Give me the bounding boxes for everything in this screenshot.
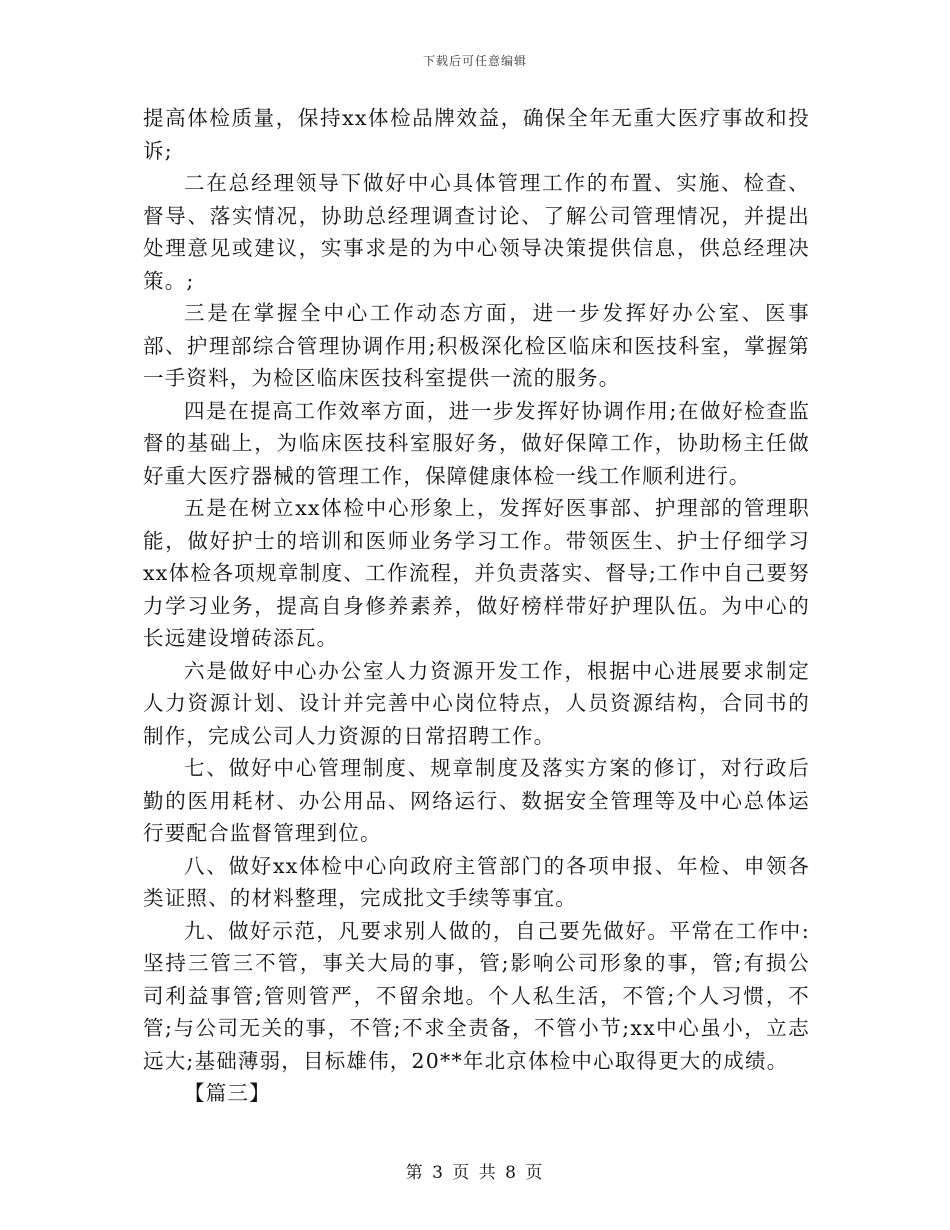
paragraph-3: 三是在掌握全中心工作动态方面，进一步发挥好办公室、医事部、护理部综合管理协调作用;积极深化检区临床和医技科室，掌握第一手资料，为检区临床医技科室提供一流的服务。 bbox=[143, 301, 810, 390]
paragraph-5: 五是在树立xx体检中心形象上，发挥好医事部、护理部的管理职能，做好护士的培训和医师业务学习工作。带领医生、护士仔细学习xx体检各项规章制度、工作流程，并负责落实、督导;工作中自己要努力学习业务，提高自身修养素养，做好榜样带好护理队伍。为中心的长远建设增砖添瓦。 bbox=[143, 496, 810, 650]
paragraph-7: 七、做好中心管理制度、规章制度及落实方案的修订，对行政后勤的医用耗材、办公用品、网络运行、数据安全管理等及中心总体运行要配合监督管理到位。 bbox=[143, 756, 810, 845]
paragraph-4: 四是在提高工作效率方面，进一步发挥好协调作用;在做好检查监督的基础上，为临床医技科室服好务，做好保障工作，协助杨主任做好重大医疗器械的管理工作，保障健康体检一线工作顺利进行。 bbox=[143, 398, 810, 488]
paragraph-9: 九、做好示范，凡要求别人做的，自己要先做好。平常在工作中:坚持三管三不管，事关大局的事，管;影响公司形象的事，管;有损公司利益事管;管则管严，不留余地。个人私生活，不管;个人习惯，不管;与公司无关的事，不管;不求全责备，不管小节;xx中心虽小，立志远大;基础薄弱，目标雄伟，20**年北京体检中心取得更大的成绩。 bbox=[143, 918, 810, 1073]
page-header: 下载后可任意编辑 bbox=[422, 54, 527, 68]
paragraph-8: 八、做好xx体检中心向政府主管部门的各项申报、年检、申领各类证照、的材料整理，完成批文手续等事宜。 bbox=[143, 853, 810, 910]
paragraph-1: 提高体检质量，保持xx体检品牌效益，确保全年无重大医疗事故和投诉; bbox=[143, 106, 810, 163]
document-body bbox=[143, 102, 810, 1110]
paragraph-2: 二在总经理领导下做好中心具体管理工作的布置、实施、检查、督导、落实情况，协助总经理调查讨论、了解公司管理情况，并提出处理意见或建议，实事求是的为中心领导决策提供信息，供总经理决策。; bbox=[143, 171, 810, 293]
paragraph-6: 六是做好中心办公室人力资源开发工作，根据中心进展要求制定人力资源计划、设计并完善中心岗位特点，人员资源结构，合同书的制作，完成公司人力资源的日常招聘工作。 bbox=[143, 658, 810, 748]
section-heading: 【篇三】 bbox=[184, 1081, 271, 1105]
page-number-footer: 第 3 页 共 8 页 bbox=[405, 1163, 545, 1183]
